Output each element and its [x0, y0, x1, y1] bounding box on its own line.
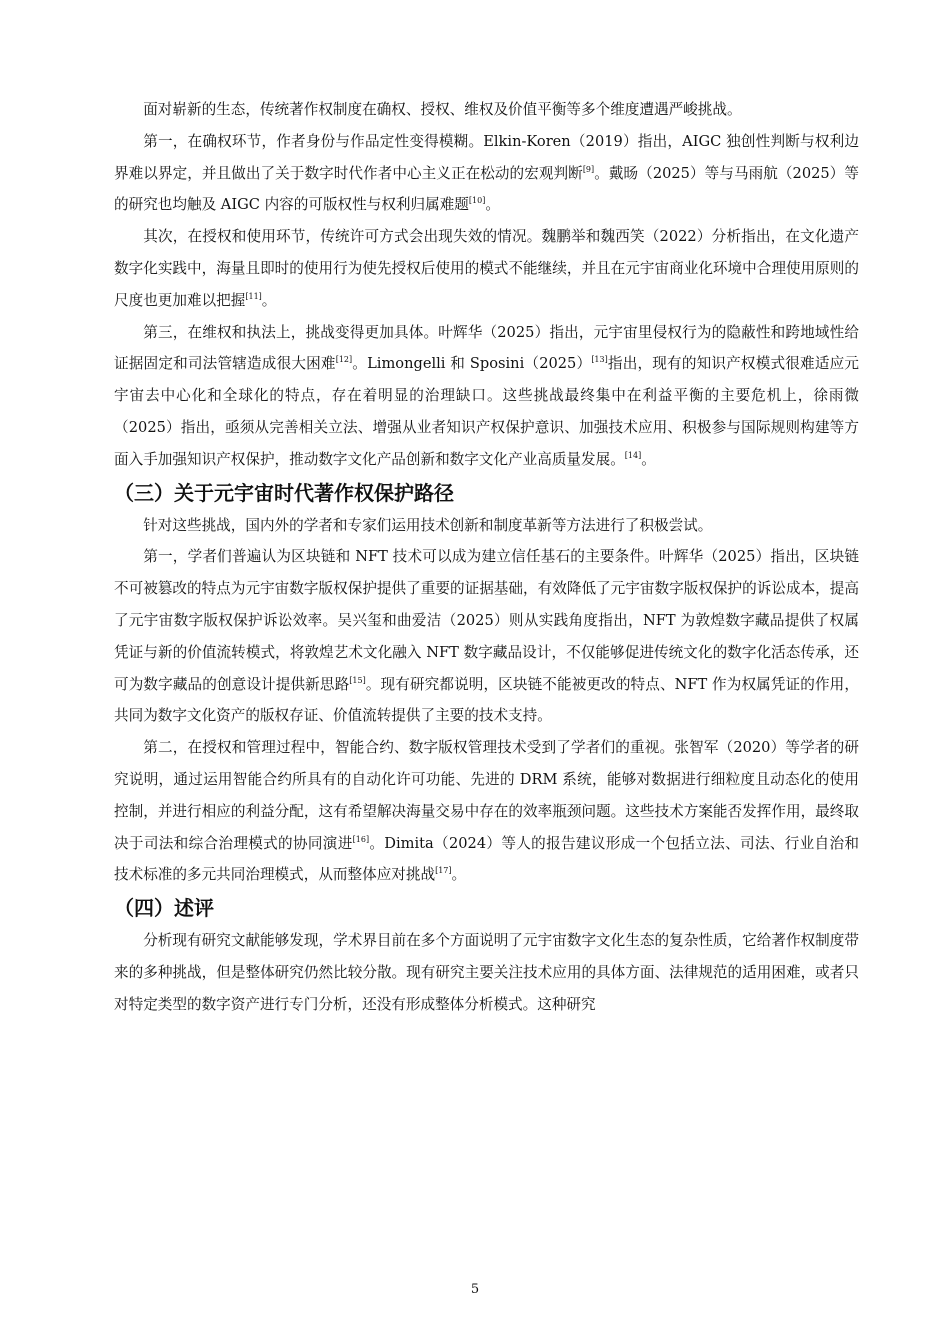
- section-protection-paths: [114, 510, 859, 892]
- page-content: [114, 94, 859, 1021]
- page-number: 5: [470, 1282, 480, 1297]
- paragraph: [114, 925, 859, 1020]
- paragraph: [114, 510, 859, 542]
- paragraph: [114, 94, 859, 126]
- paragraph: [114, 732, 859, 891]
- paragraph-text: 。: [641, 450, 656, 468]
- section-challenges: [114, 94, 859, 476]
- paragraph: [114, 317, 859, 476]
- paragraph-text: 。现有研究都说明，区块链不能被更改的特点、NFT 作为权属凭证的作用，共同为数字文化资产的版权存证、价值流转提供了主要的技术支持。: [114, 675, 859, 725]
- paragraph-text: 针对这些挑战，国内外的学者和专家们运用技术创新和制度革新等方法进行了积极尝试。: [143, 516, 713, 534]
- paragraph: [114, 541, 859, 732]
- citation-ref: [13]: [591, 355, 608, 365]
- citation-ref: [10]: [468, 196, 486, 206]
- paragraph: [114, 126, 859, 221]
- citation-ref: [9]: [582, 164, 595, 174]
- paragraph-text: 。: [485, 196, 500, 214]
- citation-ref: [12]: [335, 355, 353, 365]
- section-review: [114, 925, 859, 1020]
- citation-ref: [11]: [245, 291, 262, 301]
- paragraph-text: 第二，在授权和管理过程中，智能合约、数字版权管理技术受到了学者们的重视。张智军（2020）等学者的研究说明，通过运用智能合约所具有的自动化许可功能、先进的 DRM 系统，能够对数据进行细粒度且动态化的使用控制，并进行相应的利益分配，这有希望解决海量交易中存在的效率瓶颈问题。这些技术方案能否发挥作用，最终取决于司法和综合治理模式的协同演进: [114, 739, 859, 852]
- citation-ref: [16]: [352, 834, 370, 844]
- paragraph-text: 第一，在确权环节，作者身份与作品定性变得模糊。Elkin-Koren（2019）指出，AIGC 独创性判断与权利边界难以界定，并且做出了关于数字时代作者中心主义正在松动的宏观判断: [114, 132, 859, 182]
- citation-ref: [14]: [624, 450, 642, 460]
- paragraph-text: 面对崭新的生态，传统著作权制度在确权、授权、维权及价值平衡等多个维度遭遇严峻挑战。: [143, 101, 742, 118]
- paragraph-text: 。戴旸（2025）等与马雨航（2025）等的研究也均触及 AIGC 内容的可版权性与权利归属难题: [114, 164, 859, 214]
- paragraph-text: 其次，在授权和使用环节，传统许可方式会出现失效的情况。魏鹏举和魏西笑（2022）分析指出，在文化遗产数字化实践中，海量且即时的使用行为使先授权后使用的模式不能继续，并且在元宇宙商业化环境中合理使用原则的尺度也更加难以把握: [114, 228, 859, 309]
- section-heading-3: （三）关于元宇宙时代著作权保护路径: [114, 480, 454, 505]
- paragraph-text: 。Dimita（2024）等人的报告建议形成一个包括立法、司法、行业自治和技术标准的多元共同治理模式，从而整体应对挑战: [114, 834, 859, 884]
- paragraph: [114, 221, 859, 316]
- paragraph-text: 指出，现有的知识产权模式很难适应元宇宙去中心化和全球化的特点，存在着明显的治理缺口。这些挑战最终集中在利益平衡的主要危机上，徐雨微（2025）指出，亟须从完善相关立法、增强从业者知识产权保护意识、加强技术应用、积极参与国际规则构建等方面入手加强知识产权保护，推动数字文化产品创新和数字文化产业高质量发展。: [114, 355, 859, 468]
- citation-ref: [17]: [435, 866, 452, 876]
- paragraph-text: 。: [451, 866, 467, 884]
- paragraph-text: 第一，学者们普遍认为区块链和 NFT 技术可以成为建立信任基石的主要条件。叶辉华（2025）指出，区块链不可被篡改的特点为元宇宙数字版权保护提供了重要的证据基础，有效降低了元宇宙数字版权保护的诉讼成本，提高了元宇宙数字版权保护诉讼效率。吴兴玺和曲爱洁（2025）则从实践角度指出，NFT 为敦煌数字藏品提供了权属凭证与新的价值流转模式，将敦煌艺术文化融入 NFT 数字藏品设计，不仅能够促进传统文化的数字化活态传承，还可为数字藏品的创意设计提供新思路: [114, 548, 859, 693]
- citation-ref: [15]: [349, 675, 366, 685]
- paragraph-text: 。: [261, 291, 277, 309]
- paragraph-text: 。Limongelli 和 Sposini（2025）: [352, 355, 592, 373]
- section-heading-4: （四）述评: [114, 896, 214, 921]
- paragraph-text: 第三，在维权和执法上，挑战变得更加具体。叶辉华（2025）指出，元宇宙里侵权行为的隐蔽性和跨地域性给证据固定和司法管辖造成很大困难: [114, 323, 859, 373]
- paragraph-text: 分析现有研究文献能够发现，学术界目前在多个方面说明了元宇宙数字文化生态的复杂性质，它给著作权制度带来的多种挑战，但是整体研究仍然比较分散。现有研究主要关注技术应用的具体方面、法律规范的适用困难，或者只对特定类型的数字资产进行专门分析，还没有形成整体分析模式。这种研究: [114, 932, 859, 1013]
